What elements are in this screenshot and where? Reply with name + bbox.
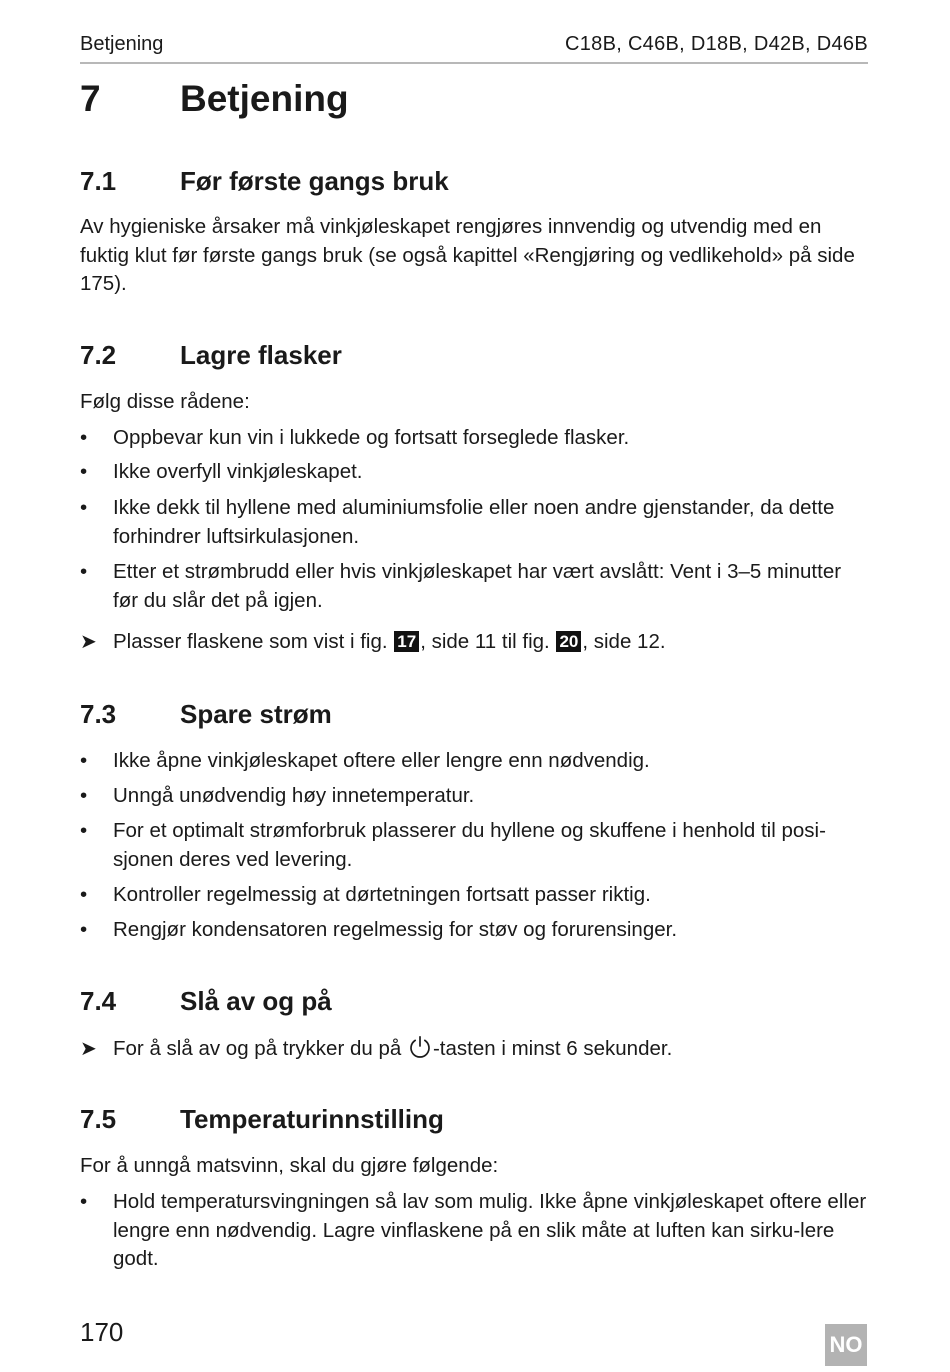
list-item-text: Ikke overfyll vinkjøleskapet. [113, 460, 363, 483]
action-text: For å slå av og på trykker du på [113, 1037, 402, 1060]
header-divider [80, 62, 868, 64]
page-number: 170 [80, 1317, 124, 1347]
bullet-icon: • [80, 819, 88, 842]
list-item-text: Oppbevar kun vin i lukkede og fortsatt forseglede flasker. [113, 426, 630, 449]
list-item [80, 817, 870, 874]
section-7-2-intro: Følg disse rådene: [80, 390, 250, 413]
list-item [80, 494, 870, 551]
figure-reference-20[interactable]: 20 [556, 631, 581, 652]
list-item [80, 747, 870, 776]
bullet-icon: • [80, 1190, 88, 1213]
bullet-icon: • [80, 784, 88, 807]
section-number: 7.3 [80, 699, 117, 729]
list-item-text: Hold temperatursvingningen så lav som mulig. Ikke åpne vinkjøleskapet oftere eller lengre enn nødvendig. Lagre vinflaskene på en slik måte at luften kan sirku-lere godt. [113, 1190, 867, 1270]
bullet-icon: • [80, 749, 88, 772]
list-item [80, 881, 870, 910]
bullet-icon: • [80, 883, 88, 906]
figure-reference-17[interactable]: 17 [394, 631, 419, 652]
list-item-text: Unngå unødvendig høy innetemperatur. [113, 784, 475, 807]
action-text: , side 11 til fig. [420, 630, 550, 653]
section-title: Før første gangs bruk [180, 166, 449, 196]
section-heading-7-3 [80, 699, 332, 730]
section-heading-7-2 [80, 340, 342, 371]
section-title: Spare strøm [180, 699, 332, 729]
section-heading-7-4 [80, 986, 332, 1017]
list-item-text: Etter et strømbrudd eller hvis vinkjøleskapet har vært avslått: Vent i 3–5 minutter før du slår det på igjen. [113, 560, 842, 612]
section-7-5-intro: For å unngå matsvinn, skal du gjøre følgende: [80, 1154, 499, 1177]
action-text: Plasser flaskene som vist i fig. [113, 630, 388, 653]
arrow-icon: ➤ [80, 631, 97, 653]
bullet-icon: • [80, 426, 88, 449]
running-header-models: C18B, C46B, D18B, D42B, D46B [565, 33, 868, 55]
section-number: 7.4 [80, 986, 117, 1016]
language-badge: NO [825, 1324, 867, 1366]
list-item-text: Rengjør kondensatoren regelmessig for støv og forurensinger. [113, 918, 678, 941]
action-text: -tasten i minst 6 sekunder. [432, 1037, 673, 1060]
section-7-1-body: Av hygieniske årsaker må vinkjøleskapet rengjøres innvendig og utvendig med en fuktig klut før første gangs bruk (se også kapittel «Rengjøring og vedlikehold» på side 175). [80, 215, 855, 295]
action-text: , side 12. [582, 630, 666, 653]
action-step [80, 628, 870, 657]
chapter-number: 7 [80, 78, 101, 119]
section-heading-7-5 [80, 1104, 444, 1135]
bullet-icon: • [80, 460, 88, 483]
section-title: Slå av og på [180, 986, 332, 1016]
section-title: Lagre flasker [180, 340, 342, 370]
chapter-title: Betjening [180, 78, 349, 119]
list-item-text: Ikke åpne vinkjøleskapet oftere eller lengre enn nødvendig. [113, 749, 650, 772]
section-title: Temperaturinnstilling [180, 1104, 444, 1134]
list-item-text: Kontroller regelmessig at dørtetningen fortsatt passer riktig. [113, 883, 651, 906]
section-number: 7.1 [80, 166, 117, 196]
list-item-text: For et optimalt strømforbruk plasserer du hyllene og skuffene i henhold til posi-sjonen deres ved levering. [113, 819, 826, 871]
list-item [80, 782, 870, 811]
list-item [80, 424, 870, 453]
bullet-icon: • [80, 918, 88, 941]
chapter-heading [80, 78, 349, 120]
list-item [80, 558, 870, 615]
running-header-section: Betjening [80, 33, 164, 55]
section-heading-7-1 [80, 166, 449, 197]
bullet-icon: • [80, 496, 88, 519]
section-number: 7.2 [80, 340, 117, 370]
list-item [80, 458, 870, 487]
action-step [80, 1035, 870, 1064]
section-number: 7.5 [80, 1104, 117, 1134]
bullet-icon: • [80, 560, 88, 583]
power-icon [408, 1035, 432, 1059]
list-item [80, 916, 870, 945]
list-item-text: Ikke dekk til hyllene med aluminiumsfolie eller noen andre gjenstander, da dette forhindrer luftsirkulasjonen. [113, 496, 835, 548]
arrow-icon: ➤ [80, 1038, 97, 1060]
list-item [80, 1188, 870, 1274]
